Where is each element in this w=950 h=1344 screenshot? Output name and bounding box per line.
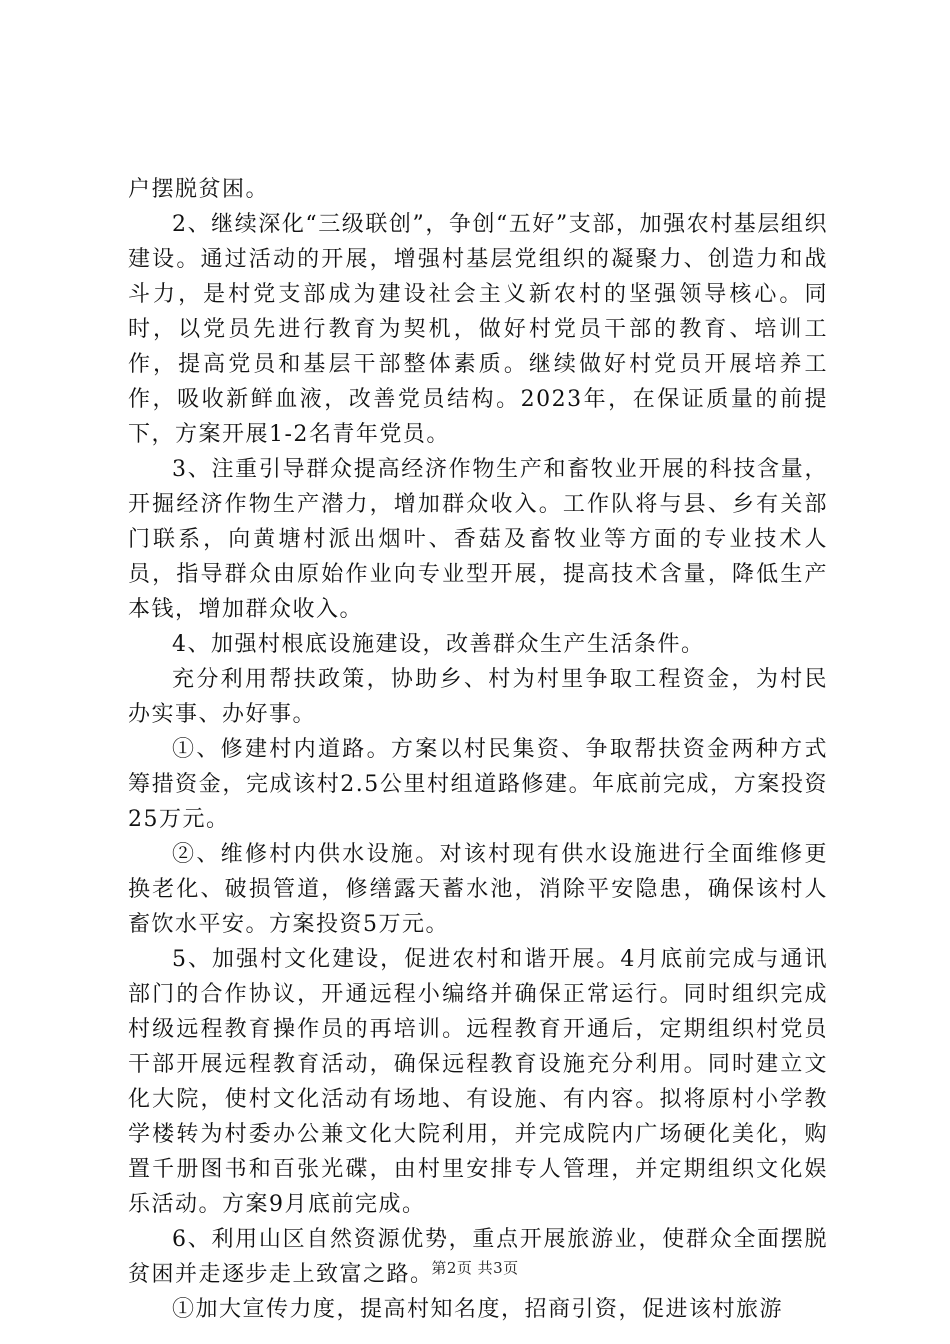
paragraph-7: ②、维修村内供水设施。对该村现有供水设施进行全面维修更换老化、破损管道，修缮露天蓄水池，消除平安隐患，确保该村人畜饮水平安。方案投资5万元。 — [128, 842, 828, 937]
paragraph-5: 充分利用帮扶政策，协助乡、村为村里争取工程资金，为村民办实事、办好事。 — [128, 667, 828, 727]
paragraph-8: 5、加强村文化建设，促进农村和谐开展。4月底前完成与通讯部门的合作协议，开通远程小编络并确保正常运行。同时组织完成村级远程教育操作员的再培训。远程教育开通后，定期组织村党员干部开展远程教育活动，确保远程教育设施充分利用。同时建立文化大院，使村文化活动有场地、有设施、有内容。拟将原村小学教学楼转为村委办公兼文化大院利用，并完成院内广场硬化美化，购置千册图书和百张光碟，由村里安排专人管理，并定期组织文化娱乐活动。方案9月底前完成。 — [128, 947, 828, 1217]
paragraph-4: 4、加强村根底设施建设，改善群众生产生活条件。 — [172, 632, 705, 657]
document-body — [128, 172, 828, 1327]
page-number-footer: 第2页 共3页 — [431, 1259, 519, 1277]
paragraph-6: ①、修建村内道路。方案以村民集资、争取帮扶资金两种方式筹措资金，完成该村2.5公里村组道路修建。年底前完成，方案投资25万元。 — [128, 737, 828, 832]
paragraph-10: ①加大宣传力度，提高村知名度，招商引资，促进该村旅游 — [172, 1297, 784, 1322]
paragraph-1: 户摆脱贫困。 — [128, 177, 270, 202]
paragraph-3: 3、注重引导群众提高经济作物生产和畜牧业开展的科技含量，开掘经济作物生产潜力，增加群众收入。工作队将与县、乡有关部门联系，向黄塘村派出烟叶、香菇及畜牧业等方面的专业技术人员，指导群众由原始作业向专业型开展，提高技术含量，降低生产本钱，增加群众收入。 — [128, 457, 828, 622]
paragraph-2: 2、继续深化“三级联创”，争创“五好”支部，加强农村基层组织建设。通过活动的开展，增强村基层党组织的凝聚力、创造力和战斗力，是村党支部成为建设社会主义新农村的坚强领导核心。同时，以党员先进行教育为契机，做好村党员干部的教育、培训工作，提高党员和基层干部整体素质。继续做好村党员开展培养工作，吸收新鲜血液，改善党员结构。2023年，在保证质量的前提下，方案开展1-2名青年党员。 — [128, 212, 828, 447]
paragraph-9: 6、利用山区自然资源优势，重点开展旅游业，使群众全面摆脱贫困并走逐步走上致富之路。 — [128, 1227, 828, 1287]
